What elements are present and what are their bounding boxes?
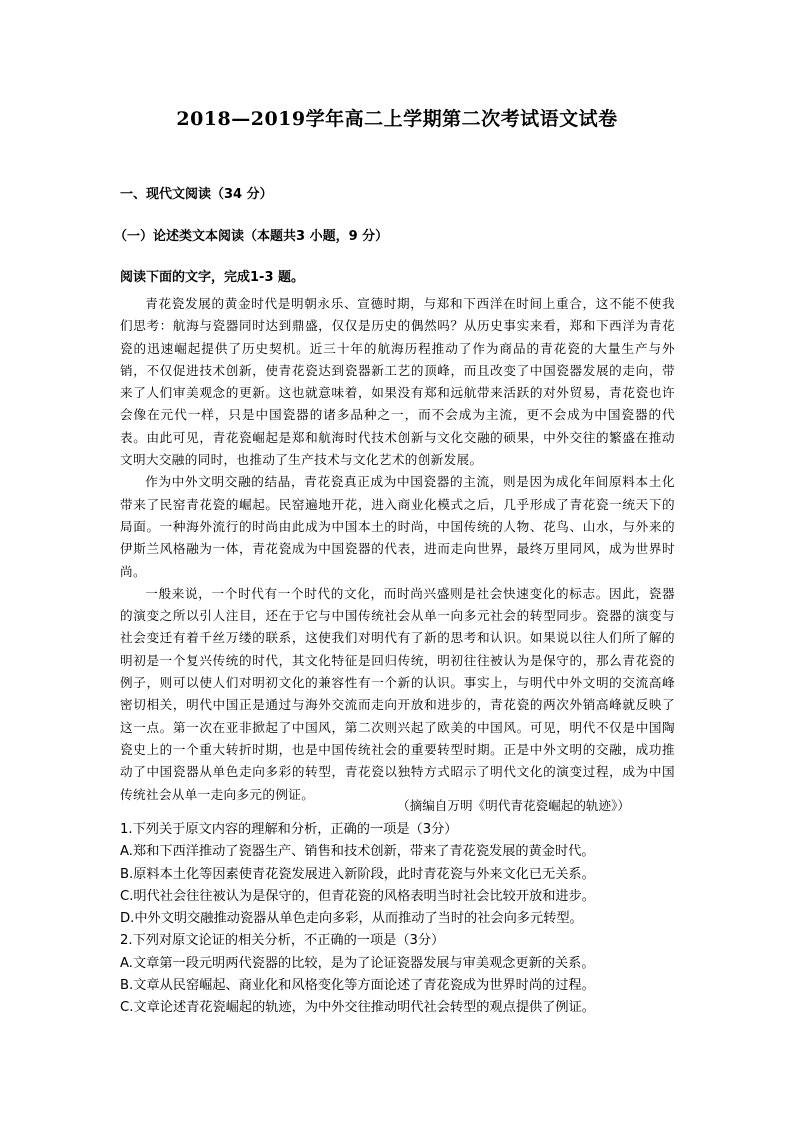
question-list <box>120 819 680 1020</box>
subsection-heading: （一）论述类文本阅读（本题共3 小题，9 分） <box>114 229 389 244</box>
reading-passage <box>120 293 675 806</box>
reading-instruction: 阅读下面的文字，完成1-3 题。 <box>120 270 305 285</box>
question-option: D.中外文明交融推动瓷器从单色走向多彩，从而推动了当时的社会向多元转型。 <box>120 911 583 927</box>
question-stem: 2.下列对原文论证的相关分析，不正确的一项是（3分） <box>120 933 445 949</box>
question-option: A.文章第一段元明两代瓷器的比较，是为了论证瓷器发展与审美观念更新的关系。 <box>120 955 595 971</box>
question-stem: 1.下列关于原文内容的理解和分析，正确的一项是（3分） <box>120 822 458 837</box>
question-option: C.明代社会往往被认为是保守的，但青花瓷的风格表明当时社会比较开放和进步。 <box>120 888 595 904</box>
passage-source: （摘编自万明《明代青花瓷崛起的轨迹》） <box>397 798 630 813</box>
question-option: B.文章从民窑崛起、商业化和风格变化等方面论述了青花瓷成为世界时尚的过程。 <box>120 978 595 994</box>
passage-paragraph: 一般来说，一个时代有一个时代的文化，而时尚兴盛则是社会快速变化的标志。因此，瓷器的演变之所以引人注目，还在于它与中国传统社会从单一向多元社会的转型同步。瓷器的演变与社会变迁有着千丝万缕的联系，这使我们对明代有了新的思考和认识。如果说以往人们所了解的明初是一个复兴传统的时代，其文化特征是回归传统，明初往往被认为是保守的，那么青花瓷的例子，则可以使人们对明初文化的兼容性有一个新的认识。事实上，与明代中外文明的交流高峰密切相关，明代中国正是通过与海外交流而走向开放和进步的，青花瓷的两次外销高峰就反映了这一点。第一次在亚非掀起了中国风，第二次则兴起了欧美的中国风。可见，明代不仅是中国陶瓷史上的一个重大转折时期，也是中国传统社会的重要转型时期。正是中外文明的交融，成功推动了中国瓷器从单色走向多彩的转型，青花瓷以独特方式昭示了明代文化的演变过程，成为中国传统社会从单一走向多元的例证。 <box>120 585 675 802</box>
question-option: A.郑和下西洋推动了瓷器生产、销售和技术创新，带来了青花瓷发展的黄金时代。 <box>120 844 595 860</box>
passage-paragraph: 作为中外文明交融的结晶，青花瓷真正成为中国瓷器的主流，则是因为成化年间原料本土化带来了民窑青花瓷的崛起。民窑遍地开花，进入商业化模式之后，几乎形成了青花瓷一统天下的局面。一种海外流行的时尚由此成为中国本土的时尚，中国传统的人物、花鸟、山水，与外来的伊斯兰风格融为一体，青花瓷成为中国瓷器的代表，进而走向世界，最终万里同风，成为世界时尚。 <box>120 474 675 579</box>
passage-paragraph: 青花瓷发展的黄金时代是明朝永乐、宣德时期，与郑和下西洋在时间上重合，这不能不使我们思考：航海与瓷器同时达到鼎盛，仅仅是历史的偶然吗？从历史事实来看，郑和下西洋为青花瓷的迅速崛起提供了历史契机。近三十年的航海历程推动了作为商品的青花瓷的大量生产与外销，不仅促进技术创新，使青花瓷达到瓷器新工艺的顶峰，而且改变了中国瓷器发展的走向，带来了人们审美观念的更新。这也就意味着，如果没有郑和远航带来活跃的对外贸易，青花瓷也许会像在元代一样，只是中国瓷器的诸多品种之一，而不会成为主流，更不会成为中国瓷器的代表。由此可见，青花瓷崛起是郑和航海时代技术创新与文化交融的硕果，中外交往的繁盛在推动文明大交融的同时，也推动了生产技术与文化艺术的创新发展。 <box>120 296 675 468</box>
question-option: B.原料本土化等因素使青花瓷发展进入新阶段，此时青花瓷与外来文化已无关系。 <box>120 866 595 882</box>
section-heading: 一、现代文阅读（34 分） <box>120 187 273 202</box>
page-title: 2018—2019学年高二上学期第二次考试语文试卷 <box>176 108 618 130</box>
question-option: C.文章论述青花瓷崛起的轨迹，为中外交往推动明代社会转型的观点提供了例证。 <box>120 1000 595 1016</box>
